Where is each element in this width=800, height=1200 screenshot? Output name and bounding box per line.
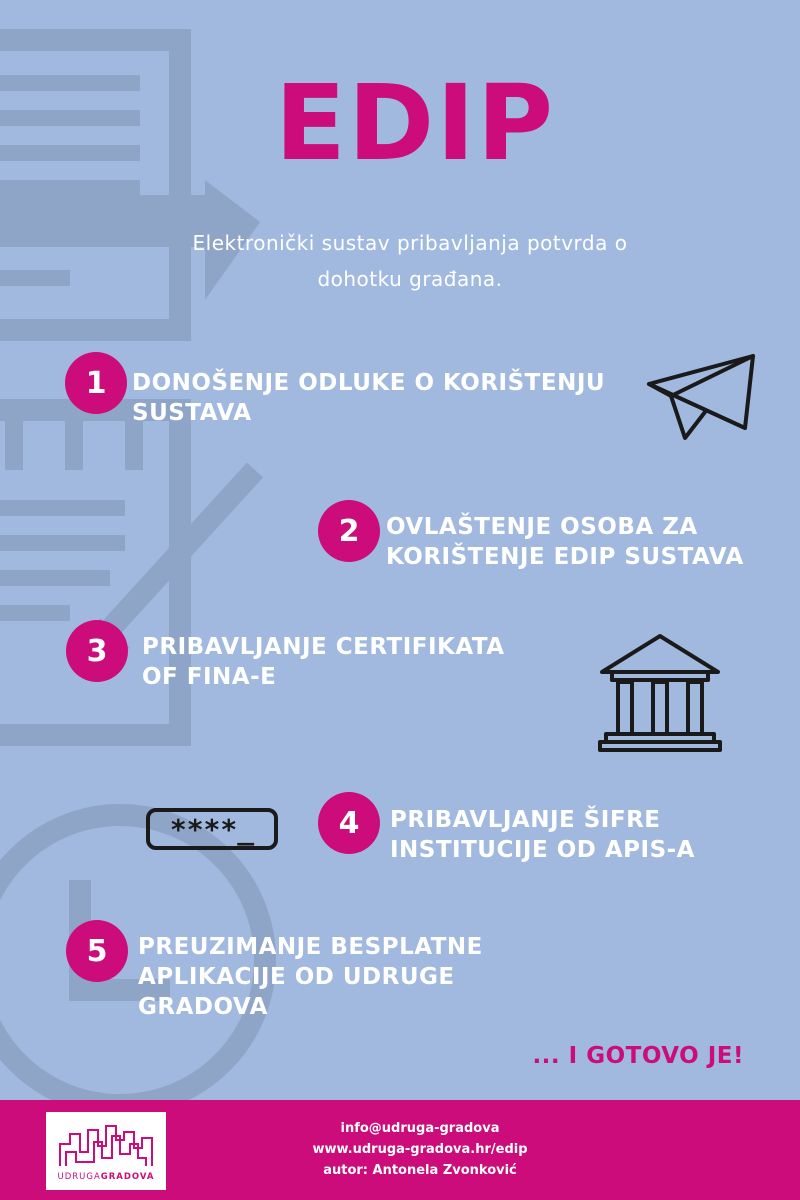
- footer-website-link[interactable]: www.udruga-gradova.hr/edip: [312, 1142, 528, 1157]
- logo-wordmark-bold: GRADOVA: [100, 1172, 155, 1182]
- step-5-line: PREUZIMANJE BESPLATNE: [138, 934, 483, 960]
- step-4-line: PRIBAVLJANJE ŠIFRE: [390, 807, 661, 833]
- page-title: EDIP: [274, 62, 556, 184]
- step-5-number-badge: 5: [66, 920, 128, 982]
- step-3-number-badge: 3: [66, 620, 128, 682]
- logo-wordmark: [46, 1172, 166, 1182]
- footer-email-link[interactable]: info@udruga-gradova: [340, 1121, 500, 1136]
- password-mask-text: ****_: [169, 813, 255, 846]
- step-5-line: APLIKACIJE OD UDRUGE: [138, 964, 455, 990]
- city-skyline-logo-icon: [58, 1122, 154, 1168]
- step-2-number-badge: 2: [318, 500, 380, 562]
- subtitle: [140, 225, 680, 297]
- step-5-line: GRADOVA: [138, 994, 268, 1020]
- bank-building-icon: [596, 632, 724, 754]
- step-1-text: [132, 368, 605, 428]
- password-field-icon: [146, 808, 278, 850]
- step-3-text: [142, 632, 505, 692]
- step-1-line: DONOŠENJE ODLUKE O KORIŠTENJU: [132, 370, 606, 396]
- subtitle-line: Elektronički sustav pribavljanja potvrda o: [192, 231, 628, 255]
- step-2-line: OVLAŠTENJE OSOBA ZA: [386, 514, 698, 540]
- step-1-number-badge: 1: [65, 352, 127, 414]
- step-4-text: [390, 805, 695, 865]
- logo-wordmark-light: UDRUGA: [57, 1172, 101, 1182]
- step-4-number-badge: 4: [318, 792, 380, 854]
- subtitle-line: dohotku građana.: [317, 267, 503, 291]
- logo: [46, 1112, 166, 1190]
- step-4-line: INSTITUCIJE OD APIS-A: [390, 837, 695, 863]
- paper-plane-icon: [645, 352, 757, 444]
- step-1-line: SUSTAVA: [132, 400, 252, 426]
- step-3-line: PRIBAVLJANJE CERTIFIKATA: [142, 634, 505, 660]
- closing-text: ... I GOTOVO JE!: [532, 1043, 744, 1069]
- step-3-line: OF FINA-E: [142, 664, 277, 690]
- step-5-text: [138, 932, 483, 1022]
- footer-contact: [290, 1118, 550, 1181]
- step-2-text: [386, 512, 744, 572]
- footer: [0, 1100, 800, 1200]
- step-2-line: KORIŠTENJE EDIP SUSTAVA: [386, 544, 744, 570]
- footer-author: autor: Antonela Zvonković: [323, 1163, 517, 1178]
